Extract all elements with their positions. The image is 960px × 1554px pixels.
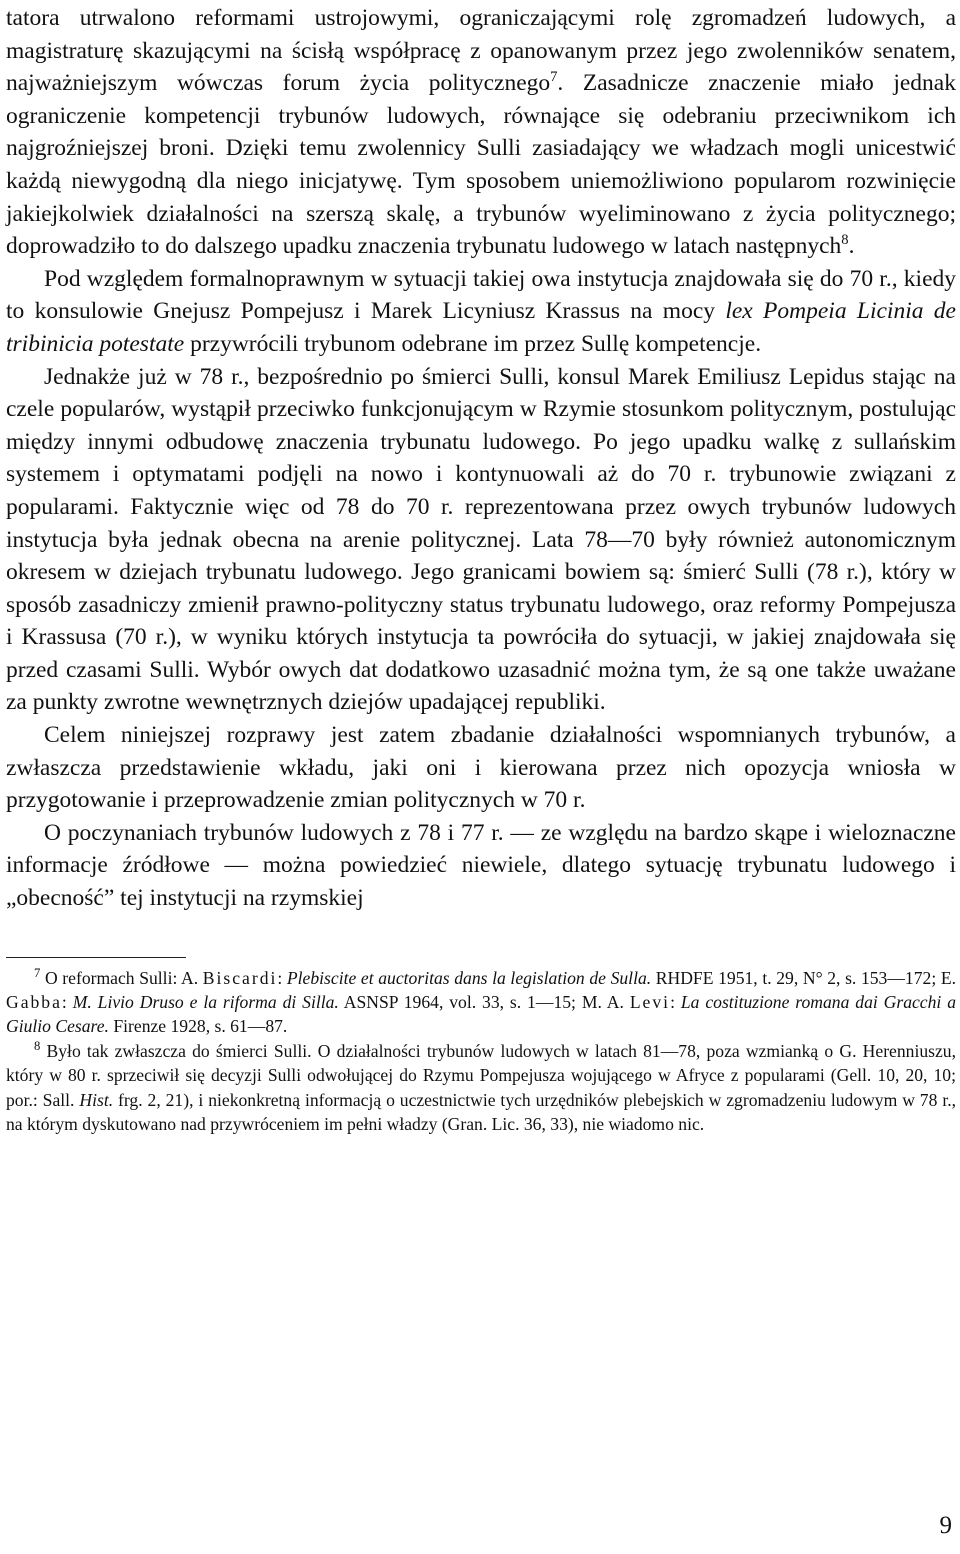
paragraph-1-text-a: tatora utrwalono reformami ustrojowymi, ograniczającymi rolę zgromadzeń ludowych, a magistraturę skazującymi na ścisłą współpracę z opanowanym przez jego zwolenników senatem, najważniejszym wówczas forum życia politycznego <box>6 5 956 97</box>
author-levi: Levi <box>629 992 671 1013</box>
title-hist: Hist. <box>79 1089 114 1110</box>
footnote-8 <box>6 1039 956 1137</box>
footnote-7-text: ASNSP 1964, vol. 33, s. 1—15; M. A. <box>338 992 630 1013</box>
footnote-7 <box>6 966 956 1039</box>
author-gabba: Gabba <box>6 992 62 1013</box>
paragraph-1-text-c: . <box>848 233 855 260</box>
title-biscardi: Plebiscite et auctoritas dans la legislation de Sulla. <box>286 967 652 988</box>
paragraph-1-text-b: . Zasadnicze znaczenie miało jednak ograniczenie kompetencji trybunów ludowych, równające się odebraniu przeciwnikom ich najgroźniejszej broni. Dzięki temu zwolennicy Sulli zasiadający we władzach mogli unicestwić każdą niewygodną dla niego inicjatywę. Tym sposobem uniemożliwiono popularom rozwinięcie jakiejkolwiek działalności na szerszą skalę, a trybunów wyeliminowano z życia politycznego; doprowadziło to do dalszego upadku znaczenia trybunatu ludowego w latach następnych <box>6 70 956 260</box>
author-biscardi: Biscardi <box>202 967 278 988</box>
paragraph-1 <box>6 2 956 263</box>
footnote-7-number: 7 <box>34 965 41 980</box>
footnote-7-text: : <box>670 992 681 1013</box>
footnote-7-text: : <box>61 992 73 1013</box>
footnote-7-text: Firenze 1928, s. 61—87. <box>108 1016 288 1037</box>
paragraph-2-text-a: Pod względem formalnoprawnym w sytuacji takiej owa instytucja znajdowała się do 70 r., kiedy to konsulowie Gnejusz Pompejusz i Marek Licyniusz Krassus na mocy <box>6 265 956 325</box>
paragraph-2 <box>6 263 956 361</box>
footnote-7-text: RHDFE 1951, t. 29, N° 2, s. 153—172; E. <box>651 967 956 988</box>
footnote-7-text: : <box>277 967 287 988</box>
paragraph-2-text-b: przywrócili trybunom odebrane im przez Sullę kompetencje. <box>184 330 762 357</box>
title-levi: La costituzione romana dai Gracchi a Giulio Cesare. <box>6 992 956 1037</box>
footnote-8-number: 8 <box>34 1038 41 1053</box>
footnote-divider <box>6 957 186 958</box>
title-gabba: M. Livio Druso e la riforma di Silla. <box>72 992 339 1013</box>
page-number: 9 <box>939 1512 952 1539</box>
lex-title: lex Pompeia Licinia de tribinicia potestate <box>6 298 956 357</box>
footnote-8-text: Było tak zwłaszcza do śmierci Sulli. O działalności trybunów ludowych w latach 81—78, poza wzmianką o G. Herenniuszu, który w 80 r. sprzeciwił się decyzji Sulli odwołującej do Rzymu Pompejusza wojującego w Afryce z popularami (Gell. 10, 20, 10; por.: Sall. <box>6 1040 956 1110</box>
paragraph-3: Jednakże już w 78 r., bezpośrednio po śmierci Sulli, konsul Marek Emiliusz Lepidus stając na czele popularów, wystąpił przeciwko funkcjonującym w Rzymie stosunkom politycznym, postulując między innymi odbudowę znaczenia trybunatu ludowego. Po jego upadku walkę z sullańskim systemem i optymatami podjęli na nowo i kontynuowali aż do 70 r. trybunowie związani z popularami. Faktycznie więc od 78 do 70 r. reprezentowana przez owych trybunów ludowych instytucja była jednak obecna na arenie politycznej. Lata 78—70 były również autonomicznym okresem w dziejach trybunatu ludowego. Jego granicami bowiem są: śmierć Sulli (78 r.), który w sposób zasadniczy zmienił prawno-polityczny status trybunatu ludowego, oraz reformy Pompejusza i Krassusa (70 r.), w wyniku których instytucja ta powróciła do sytuacji, w jakiej znajdowała się przed czasami Sulli. Wybór owych dat dodatkowo uzasadnić można tym, że są one także uważane za punkty zwrotne wewnętrznych dziejów upadającej republiki. <box>6 363 956 716</box>
footnote-ref-8[interactable]: 8 <box>841 232 849 249</box>
paragraph-4: Celem niniejszej rozprawy jest zatem zbadanie działalności wspomnianych trybunów, a zwłaszcza przedstawienie wkładu, jaki oni i kierowana przez nich opozycja wniosła w przygotowanie i przeprowadzenie zmian politycznych w 70 r. <box>6 722 956 814</box>
footnotes <box>6 966 956 1137</box>
footnote-8-text: frg. 2, 21), i niekonkretną informacją o uczestnictwie tych urzędników plebejskich w zgromadzeniu ludowym w 78 r., na którym dyskutowano nad przywróceniem im pełni władzy (Gran. Lic. 36, 33), nie wiadomo nic. <box>6 1089 956 1135</box>
footnote-7-text: O reformach Sulli: A. <box>40 967 203 988</box>
paragraph-5: O poczynaniach trybunów ludowych z 78 i 77 r. — ze względu na bardzo skąpe i wieloznaczne informacje źródłowe — można powiedzieć niewiele, dlatego sytuację trybunatu ludowego i „obecność” tej instytucji na rzymskiej <box>6 819 956 912</box>
main-text <box>6 2 956 915</box>
footnote-ref-7[interactable]: 7 <box>550 69 558 86</box>
